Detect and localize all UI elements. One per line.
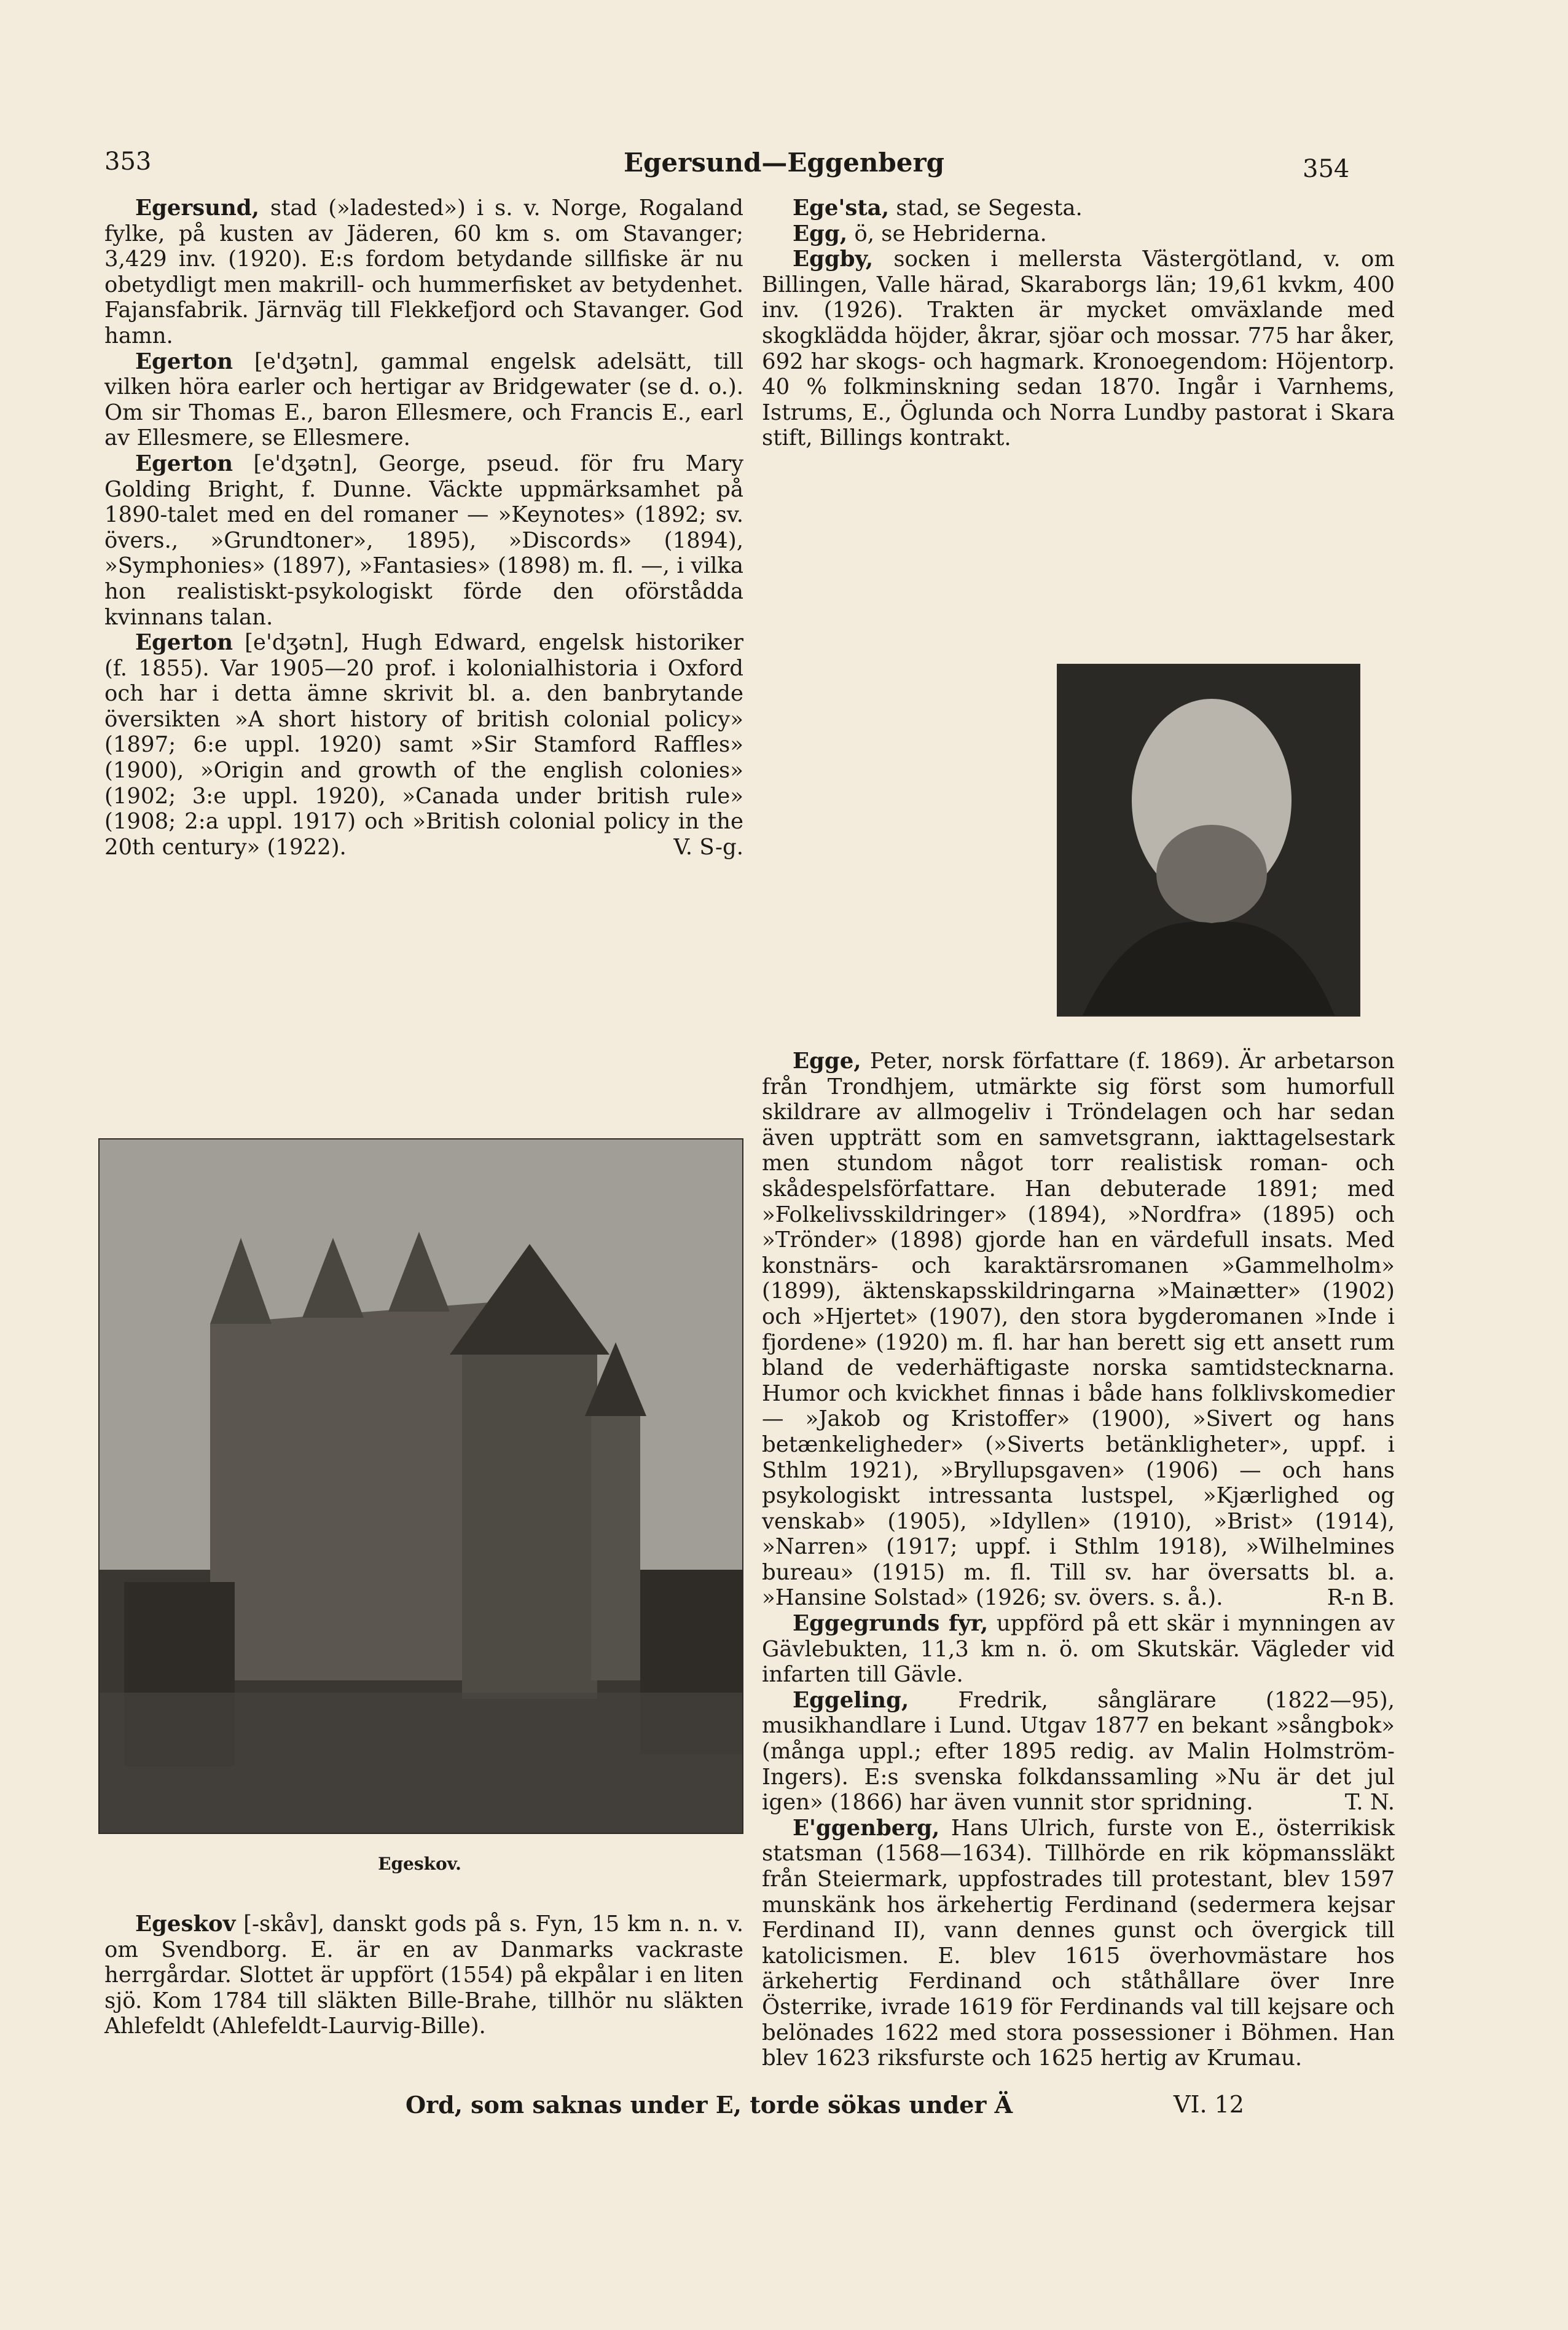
entry-head: Egeskov [135,1911,236,1937]
entry-text: Fredrik, sånglärare (1822—95), musikhandlare i Lund. Utgav 1877 en bekant »sångbok» (många uppl.; efter 1895 redig. av Malin Holmström-Ingers). E:s svenska folkdanssamling »Nu är det jul igen» (1866) har även vunnit stor spridning. [762,1687,1395,1816]
entry-head: Egerton [135,630,233,656]
entry-text: ö, se Hebriderna. [847,221,1047,246]
entry-text: Peter, norsk författare (f. 1869). Är arbetarson från Trondhjem, utmärkte sig först som humorfull skildrare av allmogeliv i Tröndelagen och har sedan även uppträtt som en samvetsgrann, iakttagelsestark men stundom något torr realistisk roman- och skådespelsförfattare. Han debuterade 1891; med »Folkelivsskildringer» (1894), »Nordfra» (1895) och »Trönder» (1898) gjorde han en värdefull insats. Med konstnärs- och karaktärsromanen »Gammelholm» (1899), äktenskapsskildringarna »Mainætter» (1902) och »Hjertet» (1907), den stora bygderomanen »Inde i fjordene» (1920) m. fl. har han berett sig ett ansett rum bland de vederhäftigaste norska samtidstecknarna. Humor och kvickhet finnas i både hans folklivskomedier — »Jakob og Kristoffer» (1900), »Sivert og hans betænkeligheder» (»Siverts betänkligheter», uppf. i Sthlm 1921), »Bryllupsgaven» (1906) — och hans psykologiskt intressanta lustspel, »Kjærlighed og venskab» (1905), »Idyllen» (1910), »Brist» (1914), »Narren» (1917; uppf. i Sthlm 1918), »Wilhelmines bureau» (1915) m. fl. Till sv. har översatts bl. a. »Hansine Solstad» (1926; sv. övers. s. å.). [762,1049,1395,1611]
portrait-illustration [1058,665,1359,1015]
author-signature: V. S-g. [673,834,743,860]
entry-egerton-hugh [104,630,743,860]
entry-head: Eggby, [793,246,874,272]
entry-eggeling [762,1688,1395,1816]
author-signature: R-n B. [1327,1585,1395,1611]
entry-head: Egg, [793,221,848,246]
entry-text: [e'dʒətn], George, pseud. för fru Mary Golding Bright, f. Dunne. Väckte uppmärksamhet på 1890-talet med en del romaner — »Keynotes» (1892; sv. övers., »Grundtoner», 1895), »Discords» (1894), »Symphonies» (1897), »Fantasies» (1898) m. fl. —, i vilka hon realistiskt-psykologiskt förde den oförstådda kvinnans talan. [104,451,743,630]
volume-signature: VI. 12 [1174,2091,1244,2118]
entry-egg [762,221,1395,247]
entry-head: Egerton [135,348,233,374]
author-signature: T. N. [1344,1790,1395,1816]
entry-text: stad (»ladested») i s. v. Norge, Rogaland fylke, på kusten av Jäderen, 60 km s. om Stavanger; 3,429 inv. (1920). E:s fordom betydande sillfiske är nu obetydligt men makrill- och hummerfisket av betydenhet. Fajansfabrik. Järnväg till Flekkefjord och Stavanger. God hamn. [104,195,743,348]
entry-head: Egerton [135,451,233,476]
page-number-right: 354 [1303,155,1350,183]
entry-head: Eggeling, [793,1687,909,1713]
entry-egesta [762,195,1395,221]
entry-text: [-skåv], danskt gods på s. Fyn, 15 km n. n. v. om Svendborg. E. är en av Danmarks vackraste herrgårdar. Slottet är uppfört (1554) på ekpålar i en liten sjö. Kom 1784 till släkten Bille-Brahe, tillhör nu släkten Ahlefeldt (Ahlefeldt-Laurvig-Bille). [104,1911,743,2039]
entry-egersund [104,195,743,349]
entry-head: E'ggenberg, [793,1815,940,1841]
entry-head: Ege'sta, [793,195,890,221]
right-column-lower [762,1049,1395,2071]
entry-egerton-family [104,349,743,451]
entry-text: socken i mellersta Västergötland, v. om Billingen, Valle härad, Skaraborgs län; 19,61 kvkm, 400 inv. (1926). Trakten är mycket omväxlande med skogklädda höjder, åkrar, sjöar och mossar. 775 har åker, 692 har skogs- och hagmark. Kronoegendom: Höjentorp. 40 % folkminskning sedan 1870. Ingår i Varnhems, Istrums, E., Öglunda och Norra Lundby pastorat i Skara stift, Billings kontrakt. [762,246,1395,451]
entry-egge [762,1049,1395,1611]
entry-head: Eggegrunds fyr, [793,1611,989,1637]
entry-eggegrunds-fyr [762,1611,1395,1688]
entry-egerton-george [104,451,743,630]
entry-text: stad, se Segesta. [889,195,1083,221]
entry-text: Hans Ulrich, furste von E., österrikisk statsman (1568—1634). Tillhörde en rik köpmanssläkt från Steiermark, uppfostrades till protestant, blev 1597 munskänk hos ärkehertig Ferdinand (sedermera kejsar Ferdinand II), vann dennes gunst och övergick till katolicismen. E. blev 1615 överhovmästare hos ärkehertig Ferdinand och ståthållare över Inre Österrike, ivrade 1619 för Ferdinands val till kejsare och belönades 1622 med stora possessioner i Böhmen. Han blev 1623 riksfurste och 1625 hertig av Krumau. [762,1815,1395,2071]
running-title: Egersund—Eggenberg [624,148,944,178]
egeskov-castle-photo [98,1138,743,1834]
footer-note: Ord, som saknas under E, torde sökas under Ä [406,2091,1013,2119]
entry-eggenberg [762,1816,1395,2071]
entry-text: uppförd på ett skär i mynningen av Gävlebukten, 11,3 km n. ö. om Skutskär. Vägleder vid infarten till Gävle. [762,1611,1395,1688]
page-number-left: 353 [104,148,152,176]
entry-egeskov [104,1911,743,2039]
entry-text: [e'dʒətn], gammal engelsk adelsätt, till vilken höra earler och hertigar av Bridgewater (se d. o.). Om sir Thomas E., baron Ellesmere, och Francis E., earl av Ellesmere, se Ellesmere. [104,348,743,451]
entry-head: Egge, [793,1049,861,1074]
right-column [762,195,1395,451]
entry-head: Egersund, [135,195,259,221]
entry-text: [e'dʒətn], Hugh Edward, engelsk historiker (f. 1855). Var 1905—20 prof. i kolonialhistoria i Oxford och har i detta ämne skrivit bl. a. den banbrytande översikten »A short history of british colonial policy» (1897; 6:e uppl. 1920) samt »Sir Stamford Raffles» (1900), »Origin and growth of the english colonies» (1902; 3:e uppl. 1920), »Canada under british rule» (1908; 2:a uppl. 1917) och »British colonial policy in the 20th century» (1922). [104,630,743,860]
castle-illustration [100,1139,742,1833]
left-column-bottom [104,1911,743,2039]
peter-egge-portrait [1057,664,1360,1017]
left-column [104,195,743,860]
figure-caption: Egeskov. [378,1854,461,1874]
entry-eggby [762,246,1395,451]
